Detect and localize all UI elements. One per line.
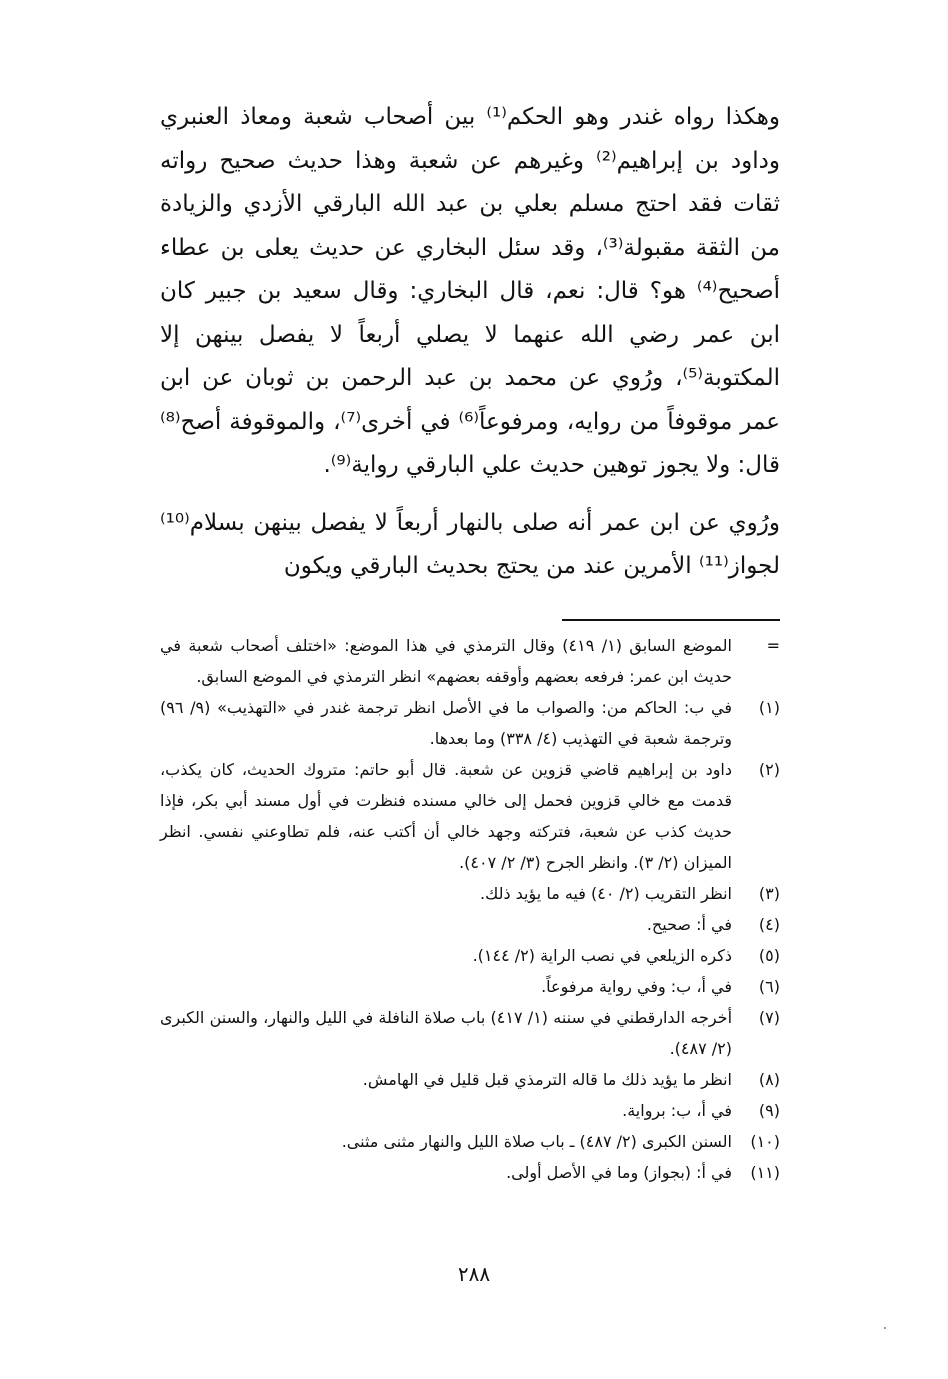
footnote-marker: =: [766, 636, 780, 655]
footnote-marker: (٨): [758, 1070, 780, 1089]
page-number: ٢٨٨: [457, 1262, 491, 1286]
footnote-item: [160, 1064, 780, 1095]
footnote-item: [160, 878, 780, 909]
footnote-item: [160, 754, 780, 878]
footnote-text: السنن الكبرى (٢/ ٤٨٧) ـ باب صلاة الليل والنهار مثنى مثنى.: [341, 1132, 732, 1151]
footnote-text: انظر ما يؤيد ذلك ما قاله الترمذي قبل قليل في الهامش.: [362, 1070, 732, 1089]
footnote-marker: (٧): [758, 1008, 780, 1027]
footnote-text: داود بن إبراهيم قاضي قزوين عن شعبة. قال أبو حاتم: متروك الحديث، كان يكذب، قدمت مع خالي قزوين فحمل إلى خالي مسنده فنظرت في أول مسند أبي بكر، فإذا حديث كذب عن شعبة، فتركته وجهد خالي أن أكتب عنه، فلم تطاوعني نفسي. انظر الميزان (٢/ ٣). وانظر الجرح (٣/ ٢/ ٤٠٧).: [160, 760, 732, 872]
footnotes-section: [160, 630, 780, 1188]
scan-speck: [884, 1327, 886, 1329]
main-text-block: [160, 96, 780, 589]
footnote-text: في أ: (بجواز) وما في الأصل أولى.: [506, 1163, 732, 1182]
main-paragraph: وهكذا رواه غندر وهو الحكم⁽¹⁾ بين أصحاب شعبة ومعاذ العنبري وداود بن إبراهيم⁽²⁾ وغيرهم عن شعبة وهذا حديث صحيح رواته ثقات فقد احتج مسلم بعلي بن عبد الله البارقي الأزدي والزيادة من الثقة مقبولة⁽³⁾، وقد سئل البخاري عن حديث يعلى بن عطاء أصحيح⁽⁴⁾ هو؟ قال: نعم، قال البخاري: وقال سعيد بن جبير كان ابن عمر رضي الله عنهما لا يصلي أربعاً لا يفصل بينهن إلا المكتوبة⁽⁵⁾، ورُوي عن محمد بن عبد الرحمن بن ثوبان عن ابن عمر موقوفاً من روايه، ومرفوعاً⁽⁶⁾ في أخرى⁽⁷⁾، والموقوفة أصح⁽⁸⁾ قال: ولا يجوز توهين حديث علي البارقي رواية⁽⁹⁾.: [160, 104, 780, 478]
footnote-item: [160, 1002, 780, 1064]
footnote-text: الموضع السابق (١/ ٤١٩) وقال الترمذي في هذا الموضع: «اختلف أصحاب شعبة في حديث ابن عمر: فرفعه بعضهم وأوقفه بعضهم» انظر الترمذي في الموضع السابق.: [160, 636, 732, 686]
footnote-text: أخرجه الدارقطني في سننه (١/ ٤١٧) باب صلاة النافلة في الليل والنهار، والسنن الكبرى (٢/ ٤٨٧).: [160, 1008, 733, 1058]
footnote-marker: (٤): [758, 915, 780, 934]
footnote-marker: (١): [758, 698, 780, 717]
footnote-marker: (١٠): [750, 1132, 780, 1151]
footnote-item: [160, 971, 780, 1002]
footnote-text: في أ: صحيح.: [646, 915, 732, 934]
footnote-item: [160, 909, 780, 940]
footnote-marker: (٣): [758, 884, 780, 903]
footnote-marker: (٩): [758, 1101, 780, 1120]
footnote-item: [160, 1157, 780, 1188]
footnote-separator: [562, 619, 780, 621]
footnote-item: [160, 940, 780, 971]
footnote-marker: (٦): [758, 977, 780, 996]
footnote-item: [160, 1095, 780, 1126]
footnote-marker: (٢): [758, 760, 780, 779]
footnote-text: ذكره الزيلعي في نصب الراية (٢/ ١٤٤).: [472, 946, 732, 965]
main-paragraph: ورُوي عن ابن عمر أنه صلى بالنهار أربعاً لا يفصل بينهن بسلام⁽¹⁰⁾ لجواز⁽¹¹⁾ الأمرين عند من يحتج بحديث البارقي ويكون: [160, 509, 780, 579]
footnote-marker: (١١): [750, 1163, 780, 1182]
footnote-text: انظر التقريب (٢/ ٤٠) فيه ما يؤيد ذلك.: [480, 884, 732, 903]
footnote-text: في أ، ب: وفي رواية مرفوعاً.: [541, 977, 732, 996]
footnote-item: [160, 1126, 780, 1157]
footnote-text: في أ، ب: برواية.: [622, 1101, 732, 1120]
footnote-item: [160, 630, 780, 692]
footnote-item: [160, 692, 780, 754]
footnote-text: في ب: الحاكم من: والصواب ما في الأصل انظر ترجمة غندر في «التهذيب» (٩/ ٩٦) وترجمة شعبة في التهذيب (٤/ ٣٣٨) وما بعدها.: [160, 698, 732, 748]
footnote-marker: (٥): [758, 946, 780, 965]
